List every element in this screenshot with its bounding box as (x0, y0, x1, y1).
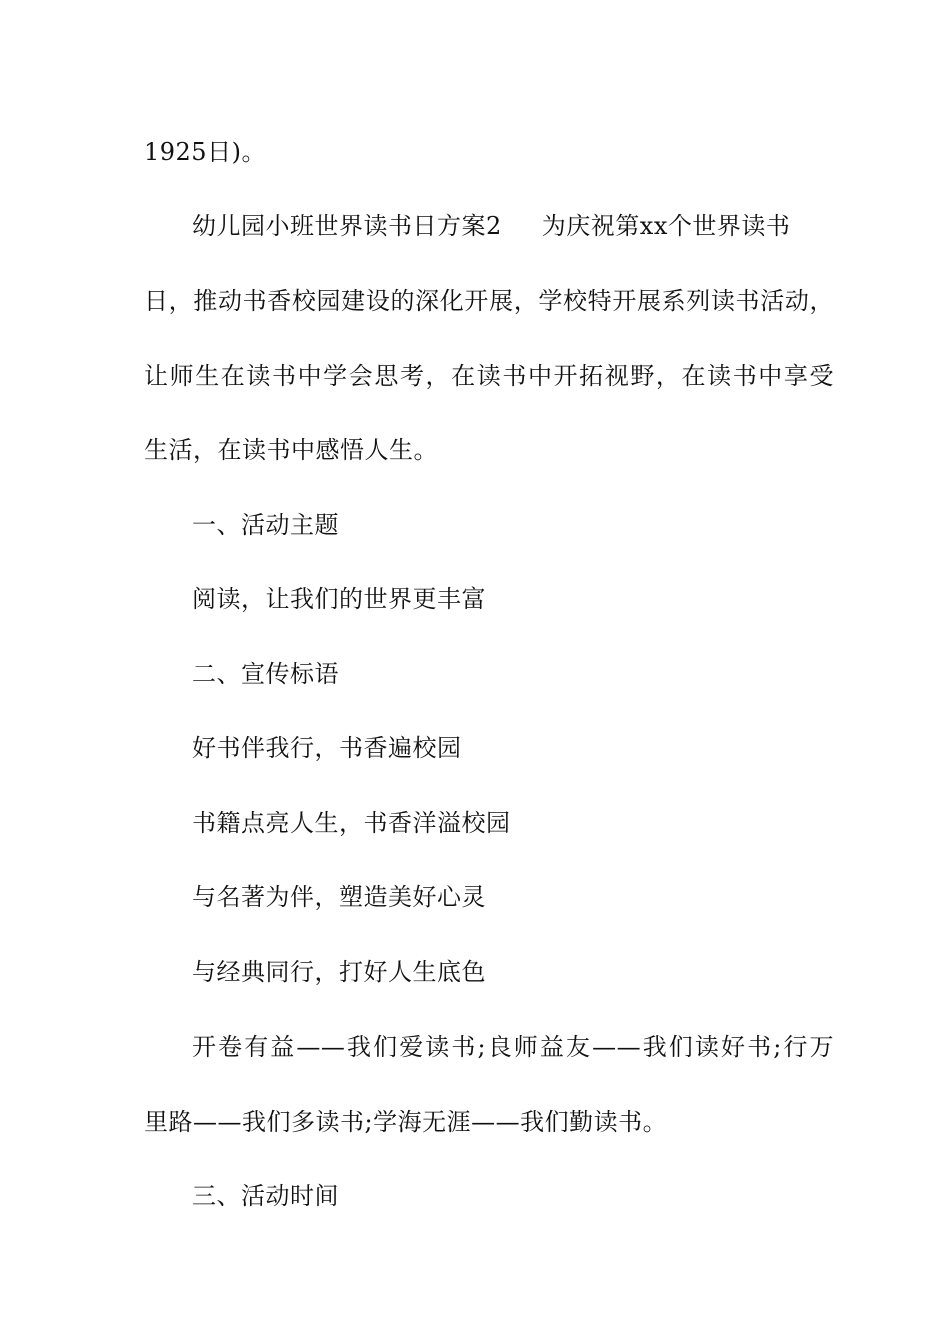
slogan-line: 好书伴我行，书香遍校园 (192, 734, 462, 762)
slogan-line: 与名著为伴，塑造美好心灵 (192, 883, 486, 911)
section-heading: 二、宣传标语 (192, 660, 339, 688)
slogan-line: 开卷有益——我们爱读书;良师益友——我们读好书;行万 (192, 1033, 834, 1061)
slogan-line: 书籍点亮人生，书香洋溢校园 (192, 809, 511, 837)
slogan-line: 与经典同行，打好人生底色 (192, 958, 486, 986)
section-text: 阅读，让我们的世界更丰富 (192, 585, 486, 613)
paragraph-line: 生活，在读书中感悟人生。 (144, 436, 438, 464)
section-heading: 一、活动主题 (192, 511, 339, 539)
text-line: 1925日)。 (144, 138, 266, 166)
section-heading: 三、活动时间 (192, 1182, 339, 1210)
paragraph-line: 日，推动书香校园建设的深化开展，学校特开展系列读书活动， (144, 287, 834, 315)
plan-heading: 幼儿园小班世界读书日方案2 (192, 212, 502, 240)
paragraph-text: 为庆祝第xx个世界读书 (541, 212, 791, 240)
paragraph-line: 让师生在读书中学会思考，在读书中开拓视野，在读书中享受 (144, 362, 834, 390)
paragraph-first-line (192, 210, 834, 242)
slogan-line: 里路——我们多读书;学海无涯——我们勤读书。 (144, 1108, 668, 1136)
